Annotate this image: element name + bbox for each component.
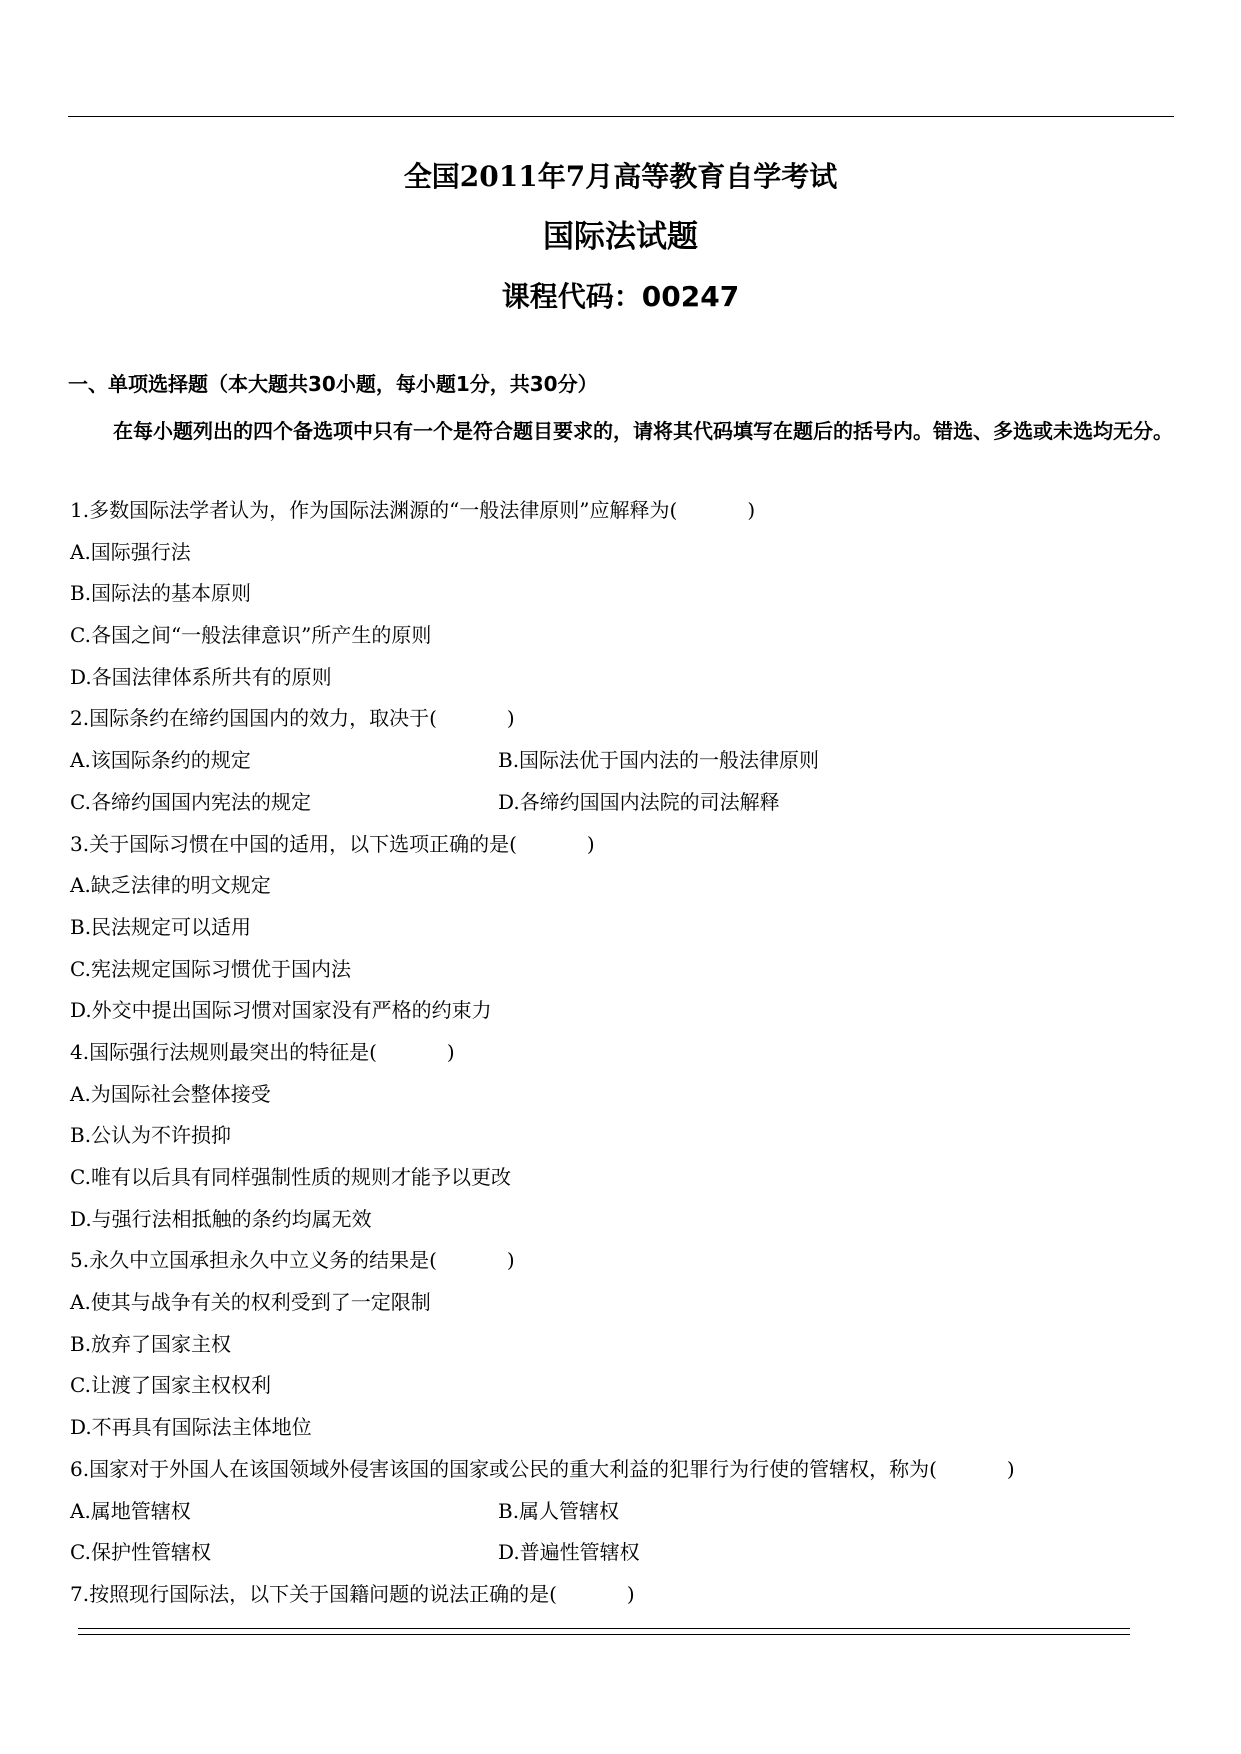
question-text: 2.国际条约在缔约国国内的效力，取决于( (70, 706, 437, 731)
option-row (70, 1532, 1180, 1574)
answer-option: D.普遍性管辖权 (498, 1540, 640, 1565)
answer-option: B.民法规定可以适用 (70, 914, 252, 939)
question-stem (70, 1449, 1180, 1491)
question-stem (70, 1032, 1180, 1074)
question-stem (70, 1240, 1180, 1282)
answer-option: B.公认为不许损抑 (70, 1123, 232, 1148)
answer-option: A.属地管辖权 (70, 1498, 191, 1523)
answer-option: A.使其与战争有关的权利受到了一定限制 (70, 1290, 431, 1315)
top-rule (68, 116, 1174, 117)
question-stem (70, 824, 1180, 866)
answer-option: C.宪法规定国际习惯优于国内法 (70, 956, 351, 981)
answer-option: B.属人管辖权 (498, 1498, 620, 1523)
option-row (70, 740, 1180, 782)
question-text: 7.按照现行国际法，以下关于国籍问题的说法正确的是( (70, 1581, 557, 1606)
option-row (70, 782, 1180, 824)
answer-option: B.国际法的基本原则 (70, 581, 252, 606)
answer-close-paren: ) (626, 1581, 635, 1606)
section-instructions: 在每小题列出的四个备选项中只有一个是符合题目要求的，请将其代码填写在题后的括号内。错选、多选或未选均无分。 (113, 419, 1173, 443)
question-text: 6.国家对于外国人在该国领域外侵害该国的国家或公民的重大利益的犯罪行为行使的管辖权，称为( (70, 1456, 937, 1481)
answer-option: A.国际强行法 (70, 539, 191, 564)
section-heading: 一、单项选择题（本大题共30小题，每小题1分，共30分） (68, 372, 598, 396)
bottom-double-rule (78, 1628, 1130, 1635)
question-stem (70, 698, 1180, 740)
question-text: 5.永久中立国承担永久中立义务的结果是( (70, 1248, 437, 1273)
answer-option: C.各缔约国国内宪法的规定 (70, 789, 311, 814)
answer-option: A.为国际社会整体接受 (70, 1081, 271, 1106)
answer-close-paren: ) (747, 498, 756, 522)
answer-option: C.各国之间“一般法律意识”所产生的原则 (70, 623, 432, 648)
question-text: 1.多数国际法学者认为，作为国际法渊源的“一般法律原则”应解释为( (70, 498, 678, 522)
question-text: 3.关于国际习惯在中国的适用，以下选项正确的是( (70, 831, 517, 856)
answer-option: C.保护性管辖权 (70, 1540, 211, 1565)
answer-option: C.唯有以后具有同样强制性质的规则才能予以更改 (70, 1165, 511, 1189)
question-list (70, 490, 1180, 1616)
answer-option: D.外交中提出国际习惯对国家没有严格的约束力 (70, 998, 492, 1023)
option-row (70, 1491, 1180, 1533)
answer-close-paren: ) (1006, 1456, 1015, 1481)
answer-close-paren: ) (446, 1039, 455, 1064)
answer-option: C.让渡了国家主权权利 (70, 1373, 271, 1398)
question-stem (70, 490, 1180, 532)
answer-close-paren: ) (586, 831, 595, 856)
answer-option: D.各缔约国国内法院的司法解释 (498, 789, 780, 814)
question-text: 4.国际强行法规则最突出的特征是( (70, 1039, 377, 1064)
course-code: 课程代码：00247 (501, 280, 740, 313)
question-stem (70, 1574, 1180, 1616)
answer-close-paren: ) (506, 706, 515, 731)
answer-option: B.国际法优于国内法的一般法律原则 (498, 748, 820, 773)
answer-option: A.该国际条约的规定 (70, 748, 251, 773)
answer-option: D.各国法律体系所共有的原则 (70, 664, 332, 689)
subject-title: 国际法试题 (543, 219, 698, 255)
exam-title: 全国2011年7月高等教育自学考试 (403, 160, 838, 193)
answer-option: B.放弃了国家主权 (70, 1331, 232, 1356)
answer-option: A.缺乏法律的明文规定 (70, 873, 271, 898)
answer-option: D.与强行法相抵触的条约均属无效 (70, 1206, 372, 1231)
answer-option: D.不再具有国际法主体地位 (70, 1415, 312, 1440)
answer-close-paren: ) (506, 1248, 515, 1273)
